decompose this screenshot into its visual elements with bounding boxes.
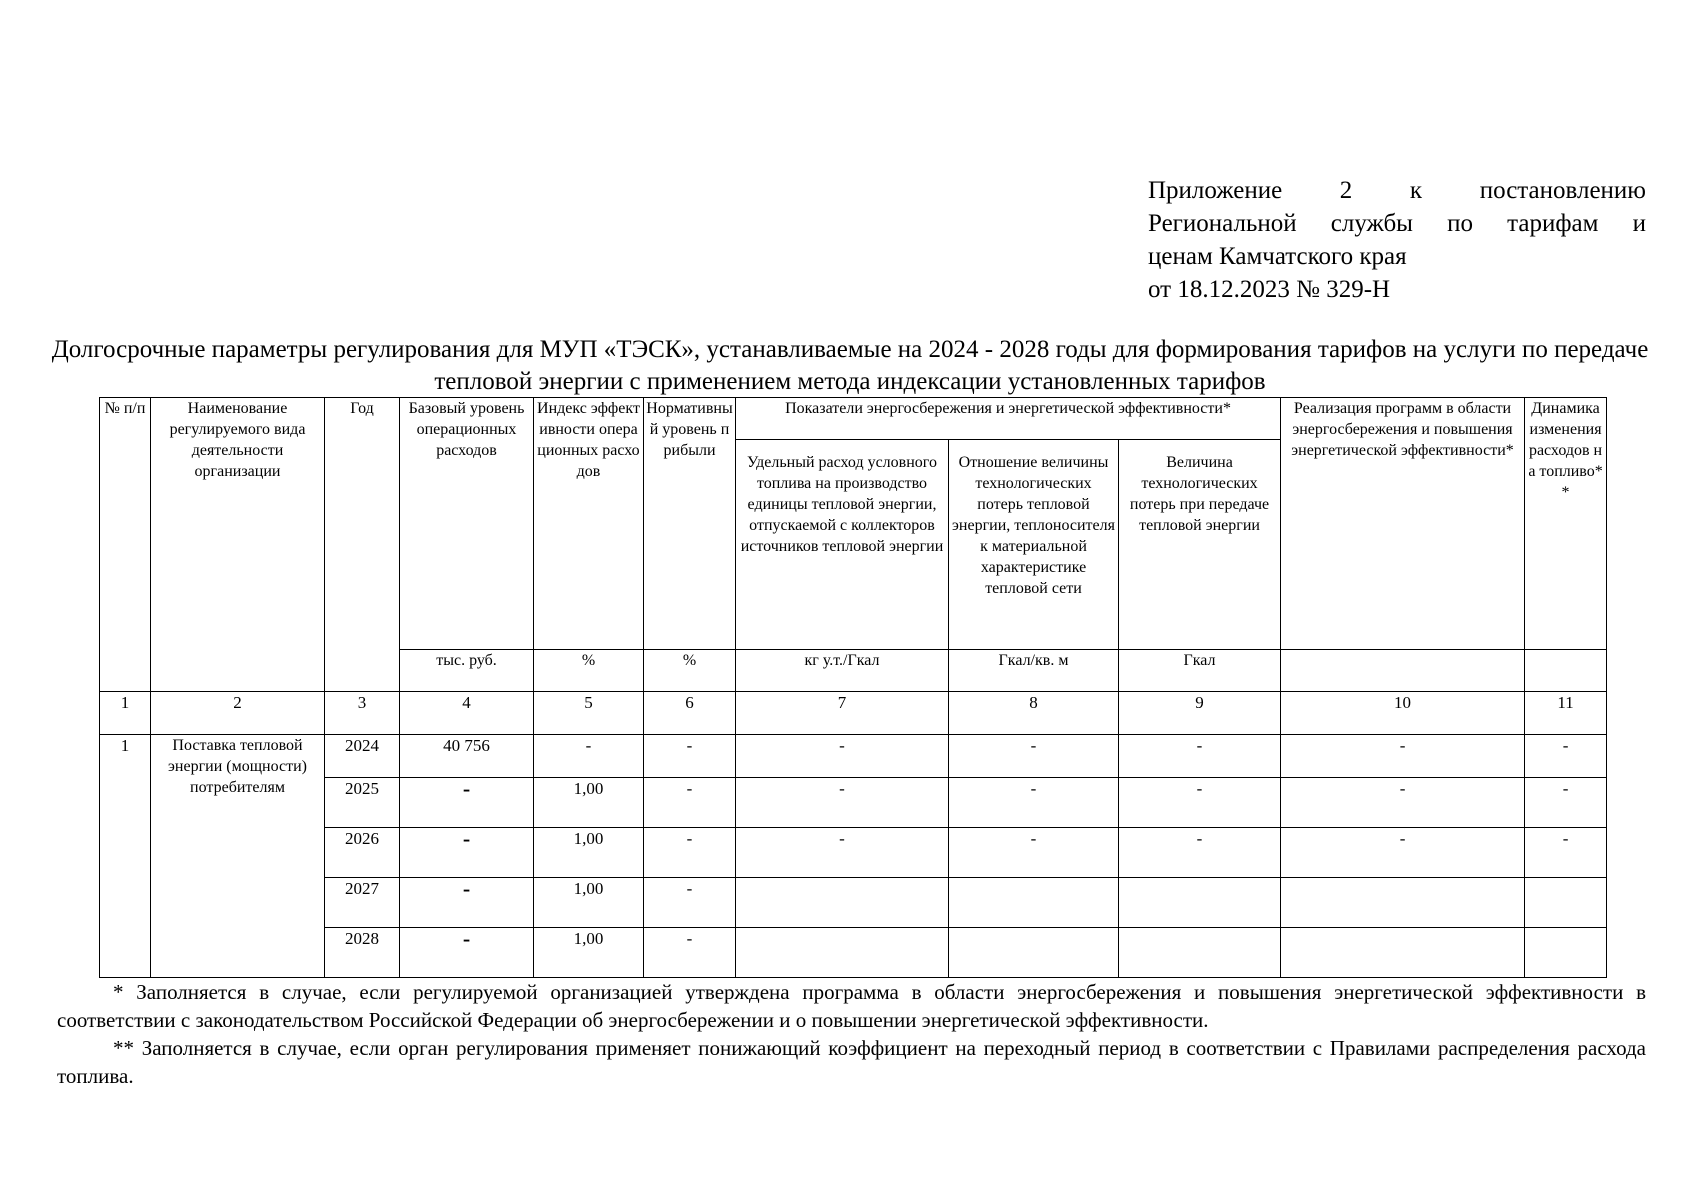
column-number: 11 xyxy=(1525,692,1607,735)
table-row xyxy=(100,828,1607,878)
unit-loss-ratio: Гкал/кв. м xyxy=(949,650,1119,692)
base-costs-cell: 40 756 xyxy=(400,735,534,778)
header-efficiency-index: Индекс эффективности операционных расходов xyxy=(534,398,644,650)
unit-fuel-dynamics xyxy=(1525,650,1607,692)
year-cell: 2024 xyxy=(325,735,400,778)
appendix-header xyxy=(1148,174,1646,306)
footnote-1: * Заполняется в случае, если регулируемой организацией утверждена программа в области энергосбережения и повышения энергетической эффективности в соответствии с законодательством Российской Федерации об энергосбережении и о повышении энергетической эффективности. xyxy=(57,980,1646,1032)
footnote-2: ** Заполняется в случае, если орган регулирования применяет понижающий коэффициент на переходный период в соответствии с Правилами распределения расхода топлива. xyxy=(57,1036,1646,1088)
header-fuel-dynamics: Динамика изменения расходов на топливо** xyxy=(1525,398,1607,650)
header-base-costs: Базовый уровень операционных расходов xyxy=(400,398,534,650)
document-title: Долгосрочные параметры регулирования для МУП «ТЭСК», устанавливаемые на 2024 - 2028 годы для формирования тарифов на услуги по передаче тепловой энергии с применением метода индексации установленных тарифов xyxy=(51,336,1649,395)
programs-cell: - xyxy=(1281,778,1525,828)
fuel-dynamics-cell: - xyxy=(1525,828,1607,878)
column-number: 1 xyxy=(100,692,151,735)
appendix-line-1: Приложение 2 к постановлению xyxy=(1148,177,1646,204)
table-row xyxy=(100,928,1607,978)
loss-ratio-cell: - xyxy=(949,735,1119,778)
efficiency-index-cell: - xyxy=(534,735,644,778)
table-row xyxy=(100,778,1607,828)
fuel-dynamics-cell: - xyxy=(1525,778,1607,828)
base-costs-cell: - xyxy=(400,878,534,928)
column-number: 7 xyxy=(736,692,949,735)
header-fuel-rate: Удельный расход условного топлива на производство единицы тепловой энергии, отпускаемой с коллекторов источников тепловой энергии xyxy=(736,440,949,650)
efficiency-index-cell: 1,00 xyxy=(534,878,644,928)
table-row xyxy=(100,878,1607,928)
loss-ratio-cell: - xyxy=(949,778,1119,828)
header-num: № п/п xyxy=(100,398,151,692)
header-activity: Наименование регулируемого вида деятельности организации xyxy=(151,398,325,692)
profit-level-cell: - xyxy=(644,878,736,928)
profit-level-cell: - xyxy=(644,928,736,978)
header-loss-ratio: Отношение величины технологических потерь тепловой энергии, теплоносителя к материальной характеристике тепловой сети xyxy=(949,440,1119,650)
unit-efficiency-index: % xyxy=(534,650,644,692)
fuel-rate-cell: - xyxy=(736,828,949,878)
loss-value-cell: - xyxy=(1119,778,1281,828)
year-cell: 2028 xyxy=(325,928,400,978)
unit-loss-value: Гкал xyxy=(1119,650,1281,692)
header-row-1 xyxy=(100,398,1607,440)
appendix-line-2: Региональной службы по тарифам и xyxy=(1148,210,1646,237)
base-costs-cell: - xyxy=(400,928,534,978)
header-loss-value: Величина технологических потерь при передаче тепловой энергии xyxy=(1119,440,1281,650)
column-number: 8 xyxy=(949,692,1119,735)
parameters-table xyxy=(99,397,1607,978)
appendix-line-3: ценам Камчатского края xyxy=(1148,243,1407,270)
loss-value-cell xyxy=(1119,928,1281,978)
profit-level-cell: - xyxy=(644,778,736,828)
column-number: 9 xyxy=(1119,692,1281,735)
year-cell: 2027 xyxy=(325,878,400,928)
profit-level-cell: - xyxy=(644,735,736,778)
fuel-rate-cell: - xyxy=(736,778,949,828)
fuel-rate-cell xyxy=(736,928,949,978)
column-number: 10 xyxy=(1281,692,1525,735)
unit-programs xyxy=(1281,650,1525,692)
year-cell: 2026 xyxy=(325,828,400,878)
column-number: 4 xyxy=(400,692,534,735)
unit-profit-level: % xyxy=(644,650,736,692)
loss-value-cell: - xyxy=(1119,828,1281,878)
header-profit-level: Нормативный уровень прибыли xyxy=(644,398,736,650)
loss-ratio-cell xyxy=(949,878,1119,928)
footnotes xyxy=(57,978,1646,1090)
efficiency-index-cell: 1,00 xyxy=(534,828,644,878)
header-energy-group: Показатели энергосбережения и энергетической эффективности* xyxy=(736,398,1281,440)
unit-base-costs: тыс. руб. xyxy=(400,650,534,692)
header-year: Год xyxy=(325,398,400,692)
unit-fuel-rate: кг у.т./Гкал xyxy=(736,650,949,692)
table-row xyxy=(100,735,1607,778)
activity-name: Поставка тепловой энергии (мощности) потребителям xyxy=(151,735,325,978)
fuel-dynamics-cell: - xyxy=(1525,735,1607,778)
loss-ratio-cell xyxy=(949,928,1119,978)
fuel-rate-cell xyxy=(736,878,949,928)
efficiency-index-cell: 1,00 xyxy=(534,928,644,978)
fuel-dynamics-cell xyxy=(1525,878,1607,928)
programs-cell: - xyxy=(1281,735,1525,778)
year-cell: 2025 xyxy=(325,778,400,828)
row-number: 1 xyxy=(100,735,151,978)
header-programs: Реализация программ в области энергосбережения и повышения энергетической эффективности* xyxy=(1281,398,1525,650)
column-number: 3 xyxy=(325,692,400,735)
column-number: 6 xyxy=(644,692,736,735)
programs-cell xyxy=(1281,878,1525,928)
profit-level-cell: - xyxy=(644,828,736,878)
base-costs-cell: - xyxy=(400,828,534,878)
column-number: 2 xyxy=(151,692,325,735)
column-numbers-row xyxy=(100,692,1607,735)
fuel-rate-cell: - xyxy=(736,735,949,778)
column-number: 5 xyxy=(534,692,644,735)
efficiency-index-cell: 1,00 xyxy=(534,778,644,828)
programs-cell xyxy=(1281,928,1525,978)
base-costs-cell: - xyxy=(400,778,534,828)
loss-value-cell xyxy=(1119,878,1281,928)
loss-value-cell: - xyxy=(1119,735,1281,778)
fuel-dynamics-cell xyxy=(1525,928,1607,978)
programs-cell: - xyxy=(1281,828,1525,878)
appendix-line-4: от 18.12.2023 № 329-Н xyxy=(1148,276,1391,303)
loss-ratio-cell: - xyxy=(949,828,1119,878)
